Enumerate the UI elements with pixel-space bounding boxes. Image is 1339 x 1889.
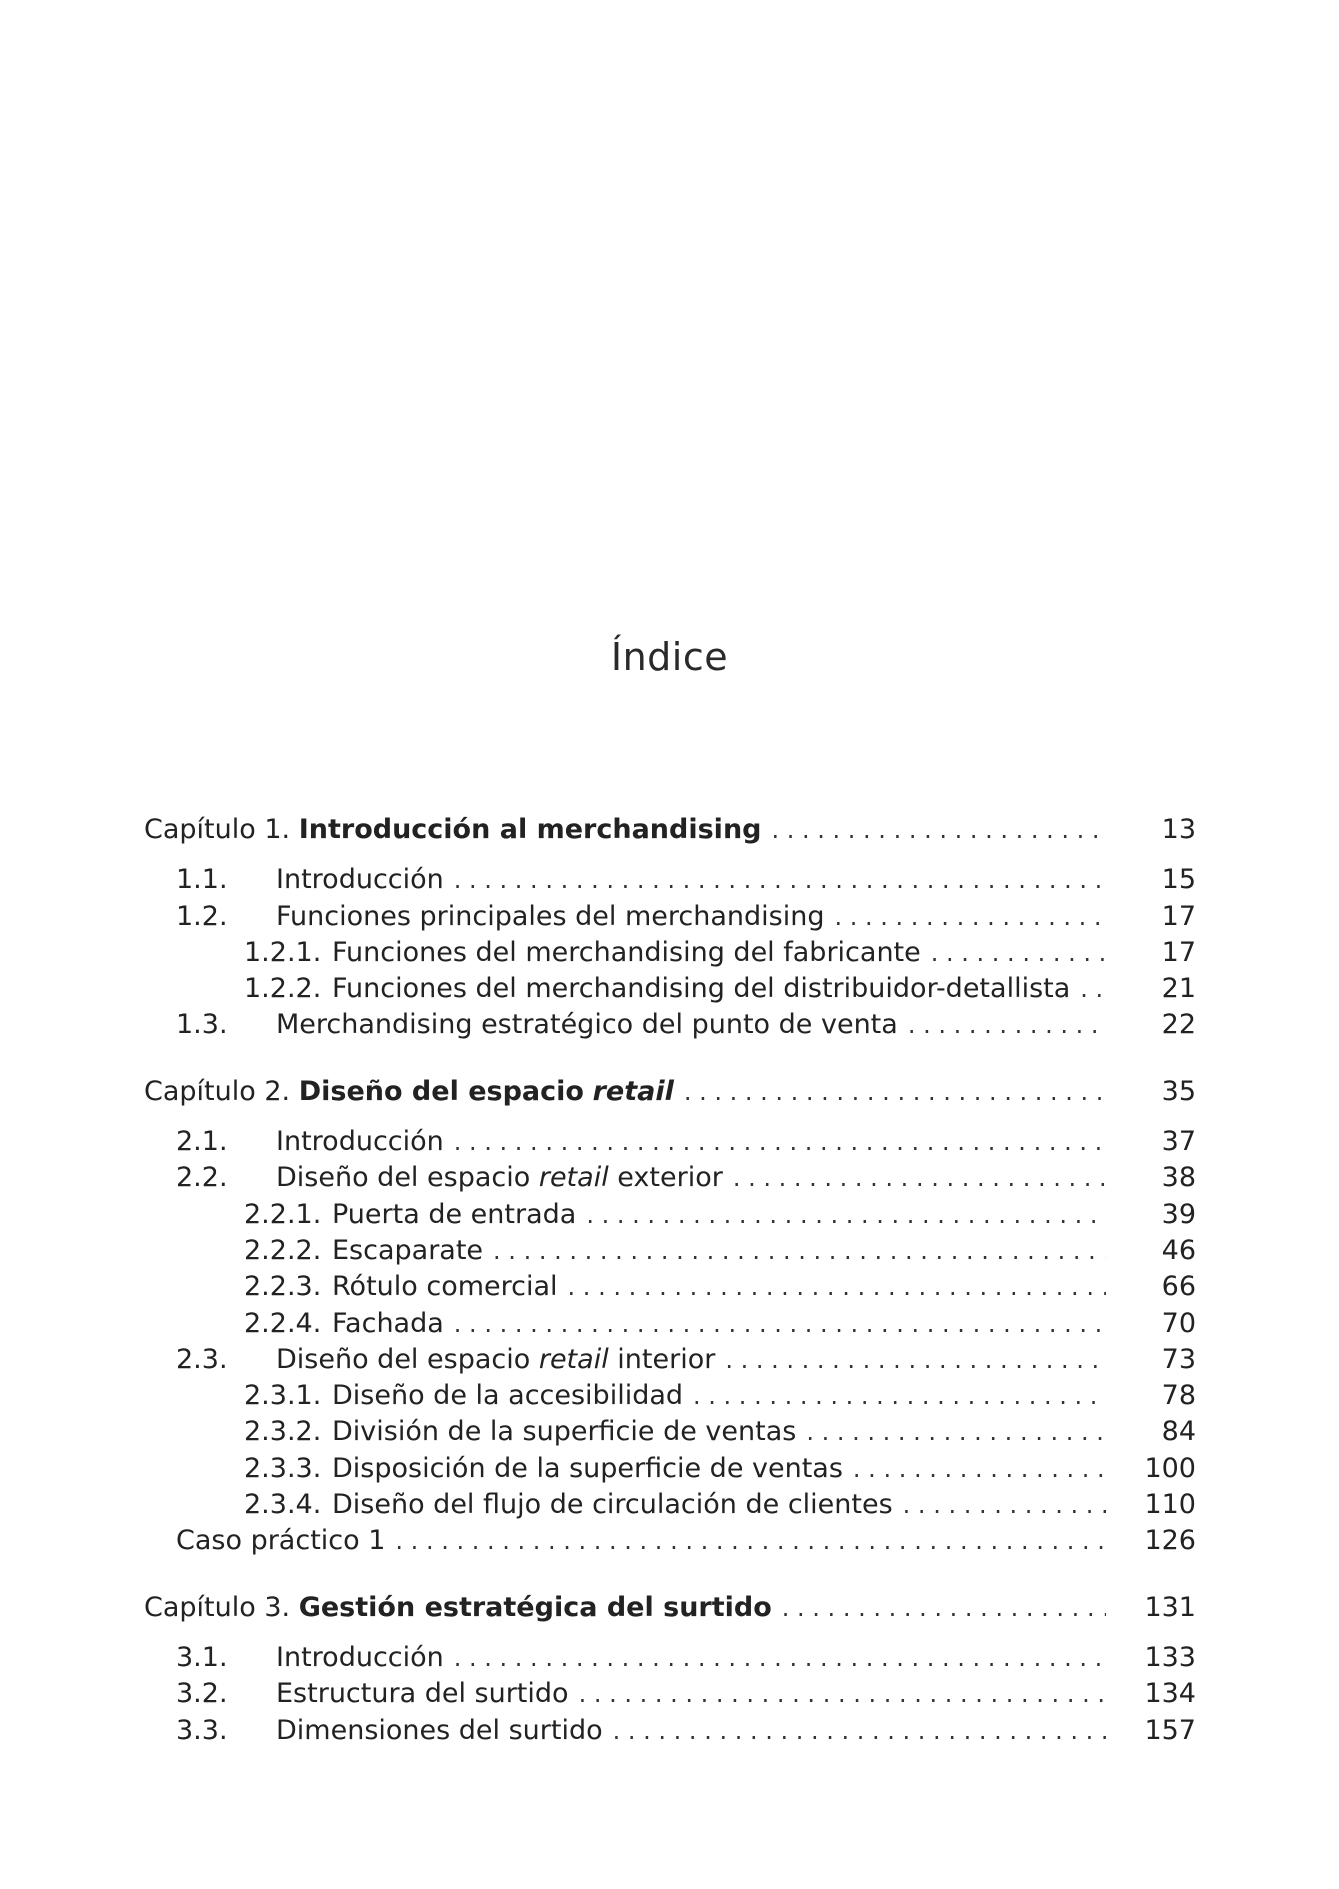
page-number: 17: [1161, 936, 1196, 968]
dot-leader: [772, 812, 1107, 848]
section-number: 1.2.1.: [244, 936, 322, 968]
page-number: 73: [1161, 1343, 1196, 1375]
section-text: División de la superficie de ventas: [332, 1416, 797, 1448]
dot-leader: [806, 1414, 1106, 1450]
page-number: 66: [1161, 1271, 1196, 1303]
section-text-italic: retail: [538, 1162, 609, 1194]
page-number: 126: [1144, 1525, 1196, 1557]
chapter-label: [144, 812, 762, 848]
section-text: Estructura del surtido: [276, 1678, 569, 1710]
section-text: Escaparate: [332, 1234, 484, 1266]
chapter-label: [144, 1074, 674, 1110]
dot-leader: [568, 1269, 1106, 1305]
section-number: 3.2.: [176, 1678, 228, 1710]
section-label: [332, 1269, 558, 1305]
dot-leader: [835, 899, 1107, 935]
chapter-prefix: Capítulo 3.: [144, 1591, 291, 1623]
section-text: Puerta de entrada: [332, 1198, 577, 1230]
dot-leader: [454, 1124, 1106, 1160]
section-text: Funciones del merchandising del fabricante: [332, 936, 921, 968]
dot-leader: [395, 1523, 1106, 1559]
section-text: Diseño de la accesibilidad: [332, 1380, 684, 1412]
section-text: Introducción: [276, 864, 444, 896]
section-label: [276, 899, 825, 935]
section-label: [332, 1451, 843, 1487]
section-label: [332, 1197, 576, 1233]
section-text: Funciones principales del merchandising: [276, 900, 825, 932]
section-label: [276, 1160, 723, 1196]
section-text: Introducción: [276, 1641, 444, 1673]
page-title: Índice: [610, 635, 729, 680]
dot-leader: [493, 1233, 1106, 1269]
section-label: [276, 1676, 569, 1712]
toc-section-entry[interactable]: [144, 1451, 1196, 1487]
chapter-title: Gestión estratégica del surtido: [298, 1591, 772, 1623]
chapter-block: [144, 1074, 1196, 1560]
toc-section-entry[interactable]: [144, 1713, 1196, 1749]
page-number: 70: [1161, 1307, 1196, 1339]
dot-leader: [931, 935, 1106, 971]
dot-leader: [908, 1007, 1106, 1043]
toc-section-entry[interactable]: [144, 1342, 1196, 1378]
toc-section-entry[interactable]: [144, 1007, 1196, 1043]
dot-leader: [613, 1713, 1106, 1749]
page-number: 37: [1161, 1126, 1196, 1158]
section-label: [176, 1523, 385, 1559]
section-number: 2.3.3.: [244, 1452, 322, 1484]
toc-section-entry[interactable]: [144, 971, 1196, 1007]
section-label: [332, 971, 1070, 1007]
section-text: Disposición de la superficie de ventas: [332, 1452, 843, 1484]
page-number: 38: [1161, 1162, 1196, 1194]
page-number: 15: [1161, 864, 1196, 896]
section-number: 2.2.: [176, 1162, 228, 1194]
section-text: Diseño del espacio: [276, 1343, 531, 1375]
page-number: 84: [1161, 1416, 1196, 1448]
toc-chapter-entry[interactable]: [144, 1074, 1196, 1110]
section-number: 1.2.: [176, 900, 228, 932]
chapter-title: Introducción al merchandising: [298, 814, 762, 845]
dot-leader: [693, 1378, 1106, 1414]
section-number: 1.2.2.: [244, 973, 322, 1005]
page-number: 133: [1144, 1641, 1196, 1673]
toc-section-entry[interactable]: [144, 935, 1196, 971]
toc-section-entry[interactable]: [144, 1160, 1196, 1196]
page-number: 13: [1161, 814, 1196, 845]
section-number: 2.3.: [176, 1343, 228, 1375]
page-number: 131: [1144, 1591, 1196, 1623]
page-number: 100: [1144, 1452, 1196, 1484]
section-number: 2.2.1.: [244, 1198, 322, 1230]
toc-section-entry[interactable]: [144, 1640, 1196, 1676]
dot-leader: [733, 1160, 1106, 1196]
section-number: 3.1.: [176, 1641, 228, 1673]
toc-section-entry[interactable]: [144, 1197, 1196, 1233]
page-number: 21: [1161, 973, 1196, 1005]
section-text: Merchandising estratégico del punto de venta: [276, 1009, 898, 1041]
chapter-prefix: Capítulo 2.: [144, 1075, 291, 1107]
section-number: 2.3.2.: [244, 1416, 322, 1448]
chapter-label: [144, 1590, 772, 1626]
page-number: 17: [1161, 900, 1196, 932]
toc-chapter-entry[interactable]: [144, 812, 1196, 848]
chapter-title: Diseño del espacio: [298, 1075, 584, 1107]
toc-section-entry[interactable]: [144, 1378, 1196, 1414]
section-label: [332, 935, 921, 971]
section-number: 2.1.: [176, 1126, 228, 1158]
section-number: 2.3.1.: [244, 1380, 322, 1412]
section-label: [332, 1306, 444, 1342]
dot-leader: [684, 1074, 1106, 1110]
page-number: 110: [1144, 1489, 1196, 1521]
section-text: Fachada: [332, 1307, 444, 1339]
section-label: [276, 1713, 603, 1749]
chapter-prefix: Capítulo 1.: [144, 814, 291, 845]
toc-section-entry[interactable]: [144, 1414, 1196, 1450]
dot-leader: [579, 1676, 1106, 1712]
dot-leader: [454, 1306, 1106, 1342]
toc-section-entry[interactable]: [144, 899, 1196, 935]
section-text: Funciones del merchandising del distribuidor-detallista: [332, 973, 1071, 1005]
section-text: Dimensiones del surtido: [276, 1714, 603, 1746]
page-number: 46: [1161, 1234, 1196, 1266]
section-number: 1.3.: [176, 1009, 228, 1041]
dot-leader: [454, 1640, 1106, 1676]
section-text-italic: retail: [538, 1343, 609, 1375]
dot-leader: [903, 1487, 1106, 1523]
section-text: Diseño del flujo de circulación de clientes: [332, 1489, 893, 1521]
page-number: 78: [1161, 1380, 1196, 1412]
toc-section-entry[interactable]: [144, 1233, 1196, 1269]
section-label: [276, 1640, 444, 1676]
section-text: Diseño del espacio: [276, 1162, 531, 1194]
section-number: 2.2.2.: [244, 1234, 322, 1266]
toc-section-entry[interactable]: [144, 1124, 1196, 1160]
dot-leader: [782, 1590, 1106, 1626]
section-text: Caso práctico 1: [176, 1525, 386, 1557]
section-text: Rótulo comercial: [332, 1271, 558, 1303]
section-number: 2.3.4.: [244, 1489, 322, 1521]
section-number: 2.2.3.: [244, 1271, 322, 1303]
section-label: [332, 1414, 796, 1450]
toc-section-entry[interactable]: [144, 1676, 1196, 1712]
section-text-suffix: interior: [617, 1343, 716, 1375]
dot-leader: [725, 1342, 1106, 1378]
section-label: [276, 862, 444, 898]
section-label: [276, 1007, 898, 1043]
chapter-block: [144, 812, 1196, 1044]
section-number: 2.2.4.: [244, 1307, 322, 1339]
dot-leader: [586, 1197, 1106, 1233]
toc-section-entry[interactable]: [144, 1487, 1196, 1523]
section-number: 3.3.: [176, 1714, 228, 1746]
toc-chapter-entry[interactable]: [144, 1590, 1196, 1626]
table-of-contents: [144, 812, 1196, 1779]
section-label: [332, 1378, 683, 1414]
dot-leader: [1080, 971, 1106, 1007]
dot-leader: [853, 1451, 1106, 1487]
section-label: [276, 1124, 444, 1160]
section-text: Introducción: [276, 1126, 444, 1158]
section-label: [332, 1233, 483, 1269]
chapter-block: [144, 1590, 1196, 1749]
page-number: 157: [1144, 1714, 1196, 1746]
section-text-suffix: exterior: [617, 1162, 723, 1194]
toc-section-entry[interactable]: [144, 1306, 1196, 1342]
page-number: 35: [1161, 1075, 1196, 1107]
toc-case-entry[interactable]: [144, 1523, 1196, 1559]
section-number: 1.1.: [176, 864, 228, 896]
section-label: [332, 1487, 893, 1523]
dot-leader: [454, 862, 1106, 898]
toc-section-entry[interactable]: [144, 862, 1196, 898]
page-number: 39: [1161, 1198, 1196, 1230]
toc-section-entry[interactable]: [144, 1269, 1196, 1305]
page-number: 134: [1144, 1678, 1196, 1710]
page-number: 22: [1161, 1009, 1196, 1041]
section-label: [276, 1342, 715, 1378]
chapter-title-italic: retail: [592, 1075, 674, 1107]
